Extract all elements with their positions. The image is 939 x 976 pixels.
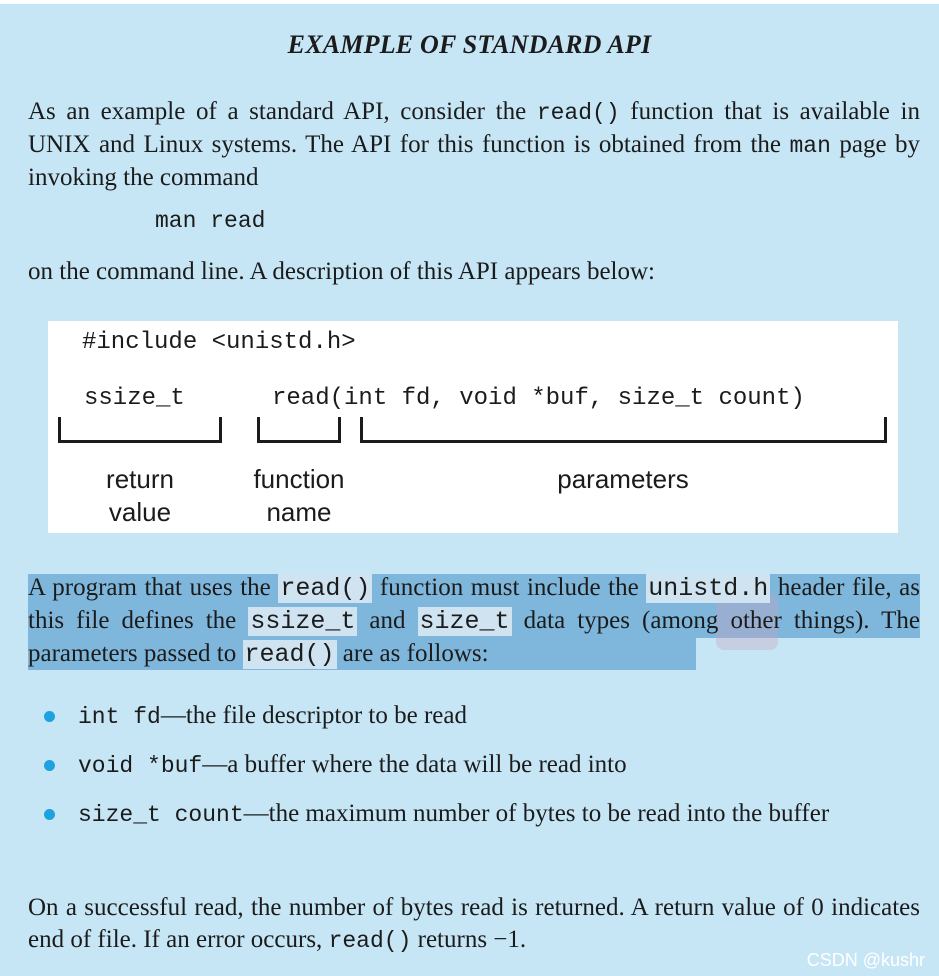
after-command-paragraph [28,256,920,288]
hl-text-4: and [357,607,418,634]
parameters-bracket [360,417,887,443]
hl-text-1: A program that uses the [28,574,279,601]
bullet-dot-icon [44,711,55,722]
list-item [40,798,920,831]
intro-text-3: function that is available in [619,98,920,125]
hl-text-6: are as follows: [336,640,489,667]
intro-man: man [789,133,831,159]
bullet-code: size_t count [78,802,244,828]
intro-text-1: As an example of a standard [28,98,344,125]
command-text: man read [155,208,266,234]
intro-read-fn: read() [536,100,620,126]
bullet-text: —the maximum number of bytes to be read into the buffer [243,800,830,827]
return-value-label [90,463,190,529]
parameter-list [40,700,920,847]
closing-paragraph [28,892,920,957]
return-type-code: ssize_t [84,385,185,412]
bullet-text: —the file descriptor to be read [160,702,467,729]
after-command-text-2: appears below: [498,258,655,285]
intro-api-2: API [351,131,392,158]
code-figure [48,321,898,533]
intro-unix: UNIX [28,131,91,158]
include-line: #include <unistd.h> [82,329,356,356]
sidebar-title: EXAMPLE OF STANDARD API [287,30,652,59]
list-item [40,749,920,782]
closing-code-read: read() [328,928,412,954]
function-label-line2: name [266,497,332,527]
hl-code-unistd: unistd.h [648,574,769,603]
function-name-bracket [257,417,341,443]
intro-text-4: and Linux systems. The [90,131,352,158]
intro-text-2: , consider the [383,98,537,125]
hl-text-2: function must include the [372,574,647,601]
bullet-text: —a buffer where the data will be read into [202,751,627,778]
bullet-dot-icon [44,760,55,771]
list-item [40,700,920,733]
hl-code-read: read() [280,574,371,603]
hl-text-5: data types (among other things). The parameters passed to [28,607,920,667]
intro-api-1: API [343,98,384,125]
after-command-text-1: on the command line. A description of this [28,258,458,285]
bullet-dot-icon [44,809,55,820]
closing-text-1: On a successful read, the number of bytes read is returned. A return value of 0 indicates end of file. If an error occurs, [28,894,920,953]
intro-text-6: page by invoking the command [28,131,920,191]
hl-code-read-2: read() [244,640,335,669]
function-signature-code: read(int fd, void *buf, size_t count) [272,385,805,412]
bullet-code: void *buf [78,753,203,779]
intro-paragraph [28,96,920,194]
csdn-watermark: CSDN @kushr [806,950,925,970]
highlighted-paragraph[interactable] [28,572,920,671]
function-label-line1: function [253,464,345,494]
intro-text-5: for this function is obtained from the [391,131,790,158]
return-label-line1: return [106,464,174,494]
hl-code-size: size_t [419,607,510,636]
hl-text-3: header file, as this file defines the [28,574,920,634]
parameters-label: parameters [557,464,689,494]
hl-code-ssize: ssize_t [250,607,356,636]
after-command-api: API [457,258,499,285]
return-value-bracket [58,417,222,443]
closing-text-2: returns −1. [411,926,527,953]
return-label-line2: value [108,497,172,527]
function-name-label [240,463,358,529]
bullet-code: int fd [78,704,161,730]
